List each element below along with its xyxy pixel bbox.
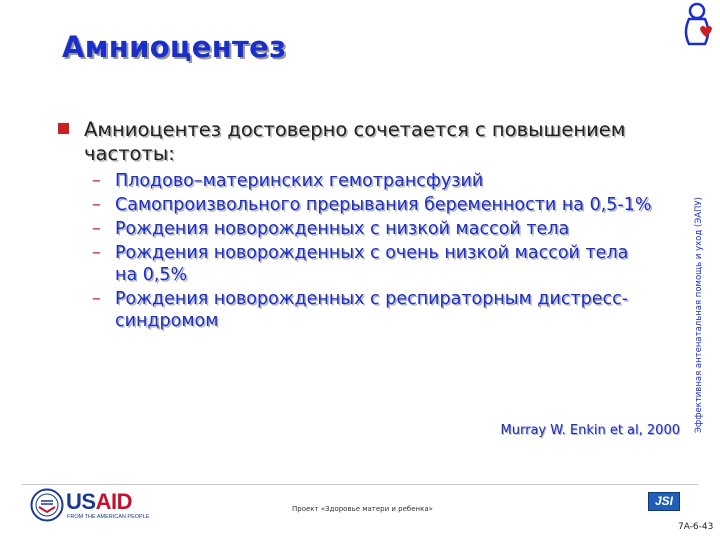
sub-bullet-text: Самопроизвольного прерывания беременности на 0,5-1% bbox=[115, 195, 652, 215]
dash-bullet-icon: – bbox=[92, 195, 101, 215]
dash-bullet-icon: – bbox=[92, 243, 101, 263]
sub-bullet-item bbox=[92, 170, 652, 192]
square-bullet-icon bbox=[58, 123, 69, 134]
main-bullet-text: Амниоцентез достоверно сочетается с повышением частоты: bbox=[84, 118, 626, 165]
citation: Murray W. Enkin et al, 2000 bbox=[500, 423, 680, 438]
sub-bullet-item bbox=[92, 242, 652, 286]
main-bullet-item bbox=[56, 118, 676, 166]
mother-child-logo-icon bbox=[676, 2, 718, 48]
usaid-wordmark bbox=[66, 489, 132, 515]
usaid-seal-icon bbox=[30, 488, 64, 522]
jsi-logo: JSI bbox=[648, 492, 680, 511]
sub-bullet-item bbox=[92, 288, 652, 332]
sub-bullet-text: Плодово–материнских гемотрансфузий bbox=[115, 171, 484, 191]
footer-divider bbox=[22, 484, 698, 485]
sub-bullet-text: Рождения новорожденных с очень низкой массой тела на 0,5% bbox=[115, 243, 629, 285]
sub-bullet-item bbox=[92, 218, 652, 240]
project-name: Проект «Здоровье матери и ребенка» bbox=[292, 505, 433, 513]
slide-body bbox=[56, 118, 676, 334]
usaid-us-text: US bbox=[66, 489, 96, 514]
usaid-aid-text: AID bbox=[95, 489, 132, 514]
usaid-tagline: FROM THE AMERICAN PEOPLE bbox=[67, 514, 150, 520]
dash-bullet-icon: – bbox=[92, 219, 101, 239]
dash-bullet-icon: – bbox=[92, 171, 101, 191]
side-caption: Эффективная антенатальная помощь и уход (ЭАПУ) bbox=[694, 197, 704, 433]
dash-bullet-icon: – bbox=[92, 289, 101, 309]
page-code: 7A-6-43 bbox=[678, 522, 714, 532]
sub-bullet-item bbox=[92, 194, 652, 216]
sub-bullet-text: Рождения новорожденных с респираторным дистресс-синдромом bbox=[115, 289, 629, 331]
usaid-logo bbox=[30, 486, 155, 530]
sub-bullet-list bbox=[92, 170, 652, 332]
sub-bullet-text: Рождения новорожденных с низкой массой тела bbox=[115, 219, 570, 239]
slide-title: Амниоцентез bbox=[62, 30, 287, 64]
